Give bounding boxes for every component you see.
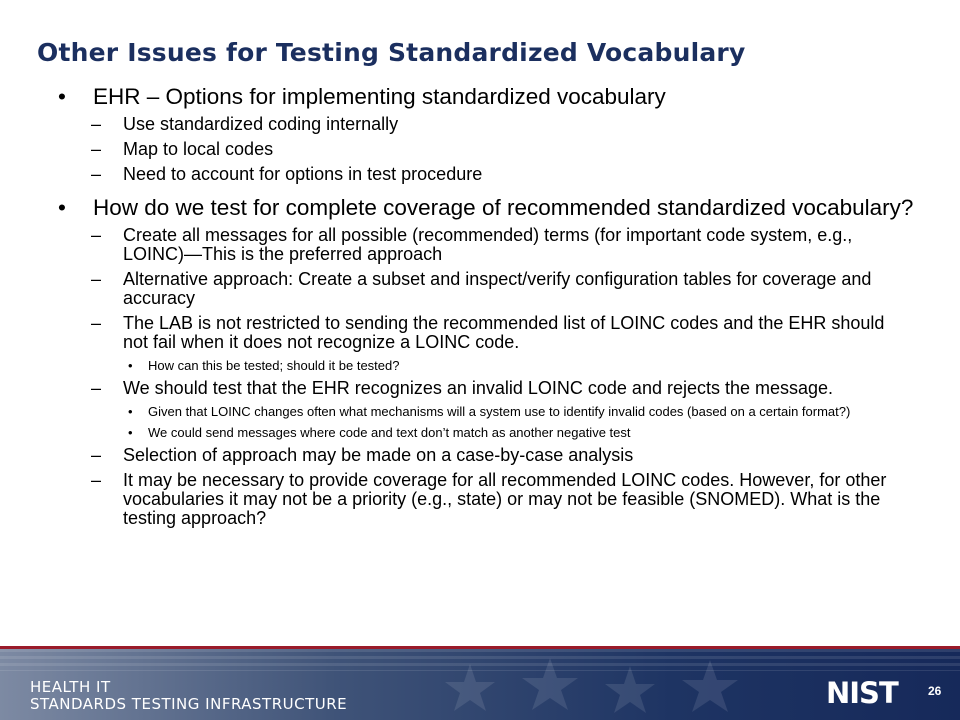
- sub-bullet-text: Alternative approach: Create a subset and inspect/verify configuration tables for coverage and accuracy: [123, 269, 872, 308]
- sub-sub-bullet: [0, 404, 960, 419]
- bullet-ehr-options: [0, 85, 960, 109]
- dash-marker: –: [91, 139, 102, 159]
- slide-title: Other Issues for Testing Standardized Vocabulary: [37, 38, 746, 67]
- footer-banner: [0, 646, 960, 720]
- footer-line-health-it: HEALTH IT: [30, 678, 111, 696]
- page-number: 26: [928, 684, 942, 698]
- sub-bullet-text: It may be necessary to provide coverage for all recommended LOINC codes. However, for other vocabularies it may not be a priority (e.g., state) or may not be feasible (SNOMED). What is the testing approach?: [123, 470, 887, 528]
- sub-bullet-text: The LAB is not restricted to sending the recommended list of LOINC codes and the EHR should not fail when it does not recognize a LOINC code.: [123, 313, 885, 352]
- sub-bullet-text: We should test that the EHR recognizes an invalid LOINC code and rejects the message.: [123, 378, 834, 398]
- bullet-marker: •: [58, 84, 66, 109]
- footer-line-standards: STANDARDS TESTING INFRASTRUCTURE: [30, 695, 348, 713]
- sub-bullet: [0, 270, 960, 308]
- dash-marker: –: [91, 313, 102, 333]
- bullet-text: How do we test for complete coverage of recommended standardized vocabulary?: [93, 195, 914, 220]
- sub-bullet-text: Selection of approach may be made on a case-by-case analysis: [123, 445, 634, 465]
- sub-bullet-text: Need to account for options in test procedure: [123, 164, 483, 184]
- sub-sub-bullet-text: How can this be tested; should it be tested?: [148, 358, 400, 373]
- dash-marker: –: [91, 378, 102, 398]
- sub-sub-bullet: [0, 358, 960, 373]
- small-bullet-marker: •: [128, 404, 133, 419]
- dash-marker: –: [91, 225, 102, 245]
- sub-sub-bullet-text: We could send messages where code and text don’t match as another negative test: [148, 425, 631, 440]
- dash-marker: –: [91, 114, 102, 134]
- sub-bullet-text: Map to local codes: [123, 139, 274, 159]
- sub-bullet: [0, 314, 960, 352]
- small-bullet-marker: •: [128, 425, 133, 440]
- bullet-marker: •: [58, 195, 66, 220]
- dash-marker: –: [91, 269, 102, 289]
- sub-bullet: [0, 379, 960, 398]
- stars-decoration: [430, 654, 760, 720]
- small-bullet-marker: •: [128, 358, 133, 373]
- sub-bullet: [0, 140, 960, 159]
- sub-sub-bullet-text: Given that LOINC changes often what mechanisms will a system use to identify invalid codes (based on a certain format?): [148, 404, 851, 419]
- dash-marker: –: [91, 445, 102, 465]
- sub-bullet: [0, 471, 960, 528]
- sub-bullet-text: Use standardized coding internally: [123, 114, 399, 134]
- dash-marker: –: [91, 164, 102, 184]
- slide-content: [0, 80, 960, 528]
- bullet-coverage-question: [0, 196, 960, 220]
- sub-bullet: [0, 226, 960, 264]
- sub-bullet: [0, 446, 960, 465]
- dash-marker: –: [91, 470, 102, 490]
- nist-logo: NIST: [826, 676, 898, 710]
- sub-bullet-text: Create all messages for all possible (recommended) terms (for important code system, e.g., LOINC)—This is the preferred approach: [123, 225, 853, 264]
- sub-bullet: [0, 115, 960, 134]
- sub-bullet: [0, 165, 960, 184]
- sub-sub-bullet: [0, 425, 960, 440]
- bullet-text: EHR – Options for implementing standardized vocabulary: [93, 84, 666, 109]
